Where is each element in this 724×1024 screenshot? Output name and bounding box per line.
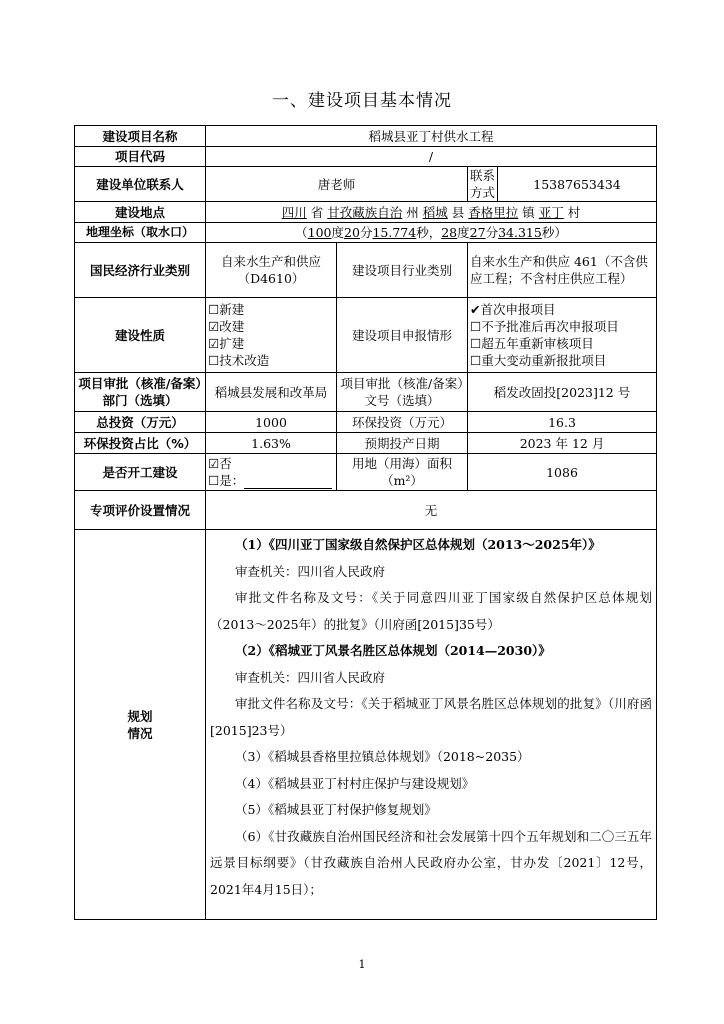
ratio-label: 环保投资占比（%） — [75, 433, 206, 454]
unit: 分 — [485, 225, 499, 240]
plan-item: （4）《稻城县亚丁村村庄保护与建设规划》 — [235, 775, 475, 791]
table-row — [75, 167, 657, 202]
lat-min: 27 — [469, 225, 486, 240]
lon-deg: 100 — [307, 225, 332, 240]
env-invest-value: 16.3 — [468, 412, 657, 433]
unit: 州 — [406, 204, 419, 220]
page-number: 1 — [358, 958, 366, 971]
unit: 度 — [331, 225, 345, 240]
project-name-label: 建设项目名称 — [75, 126, 206, 147]
started-no: ☑否 — [208, 456, 232, 471]
started-yes: ☐是： — [208, 473, 245, 488]
project-name-value: 稻城县亚丁村供水工程 — [206, 126, 657, 147]
unit: 村 — [567, 204, 581, 220]
lat-sec: 34.315 — [498, 225, 542, 240]
prefecture: 甘孜藏族自治 — [327, 204, 403, 220]
plan-item: 审批文件名称及文号：《关于稻城亚丁风景名胜区总体规划的批复》（川府函[2015]23号） — [210, 696, 653, 738]
nature-options — [206, 298, 337, 373]
project-code-label: 项目代码 — [75, 147, 206, 167]
lon-min: 20 — [344, 225, 360, 240]
date-label: 预期投产日期 — [337, 433, 468, 454]
page-title: 一、建设项目基本情况 — [272, 91, 452, 111]
table-row — [75, 223, 657, 243]
county: 稻城 — [422, 204, 448, 220]
coords-label: 地理坐标（取水口） — [75, 223, 206, 243]
unit: 度 — [457, 225, 470, 240]
industry-cat-label: 建设项目行业类别 — [337, 243, 468, 298]
unit: 分 — [359, 225, 373, 240]
table-row — [75, 454, 657, 491]
invest-value: 1000 — [206, 412, 337, 433]
phone-value: 15387653434 — [498, 167, 657, 202]
apply-major-change: ☐重大变动重新报批项目 — [470, 353, 607, 368]
industry-label: 国民经济行业类别 — [75, 243, 206, 298]
plan-item: （1）《四川亚丁国家级自然保护区总体规划（2013～2025年）》 — [235, 537, 601, 552]
approval-doc-label: 项目审批（核准/备案）文号（选填） — [337, 373, 468, 412]
town: 香格里拉 — [468, 204, 519, 220]
project-code-value: / — [206, 147, 657, 167]
contact-value: 唐老师 — [206, 167, 468, 202]
table-row — [75, 373, 657, 412]
village: 亚丁 — [538, 204, 564, 220]
option-new: ☐新建 — [208, 302, 245, 317]
unit: 秒 — [541, 225, 555, 240]
ratio-value: 1.63% — [206, 433, 337, 454]
option-tech: ☐技术改造 — [208, 353, 270, 368]
industry-value: 自来水生产和供应（D4610） — [206, 243, 337, 298]
special-label: 专项评价设置情况 — [75, 491, 206, 530]
approval-doc: 稻发改固投[2023]12 号 — [468, 373, 657, 412]
started-label: 是否开工建设 — [75, 454, 206, 491]
date-value: 2023 年 12 月 — [468, 433, 657, 454]
unit: 省 — [310, 204, 324, 220]
approval-dept: 稻城县发展和改革局 — [206, 373, 337, 412]
plan-item: 审查机关：四川省人民政府 — [235, 563, 386, 579]
table-row — [75, 433, 657, 454]
table-row — [75, 530, 657, 920]
phone-label: 联系方式 — [468, 167, 498, 202]
contact-label: 建设单位联系人 — [75, 167, 206, 202]
apply-options — [468, 298, 657, 373]
option-rebuild: ☑改建 — [208, 319, 245, 334]
apply-first: ✔首次申报项目 — [470, 302, 556, 317]
apply-label: 建设项目申报情形 — [337, 298, 468, 373]
plan-item: 审批文件名称及文号：《关于同意四川亚丁国家级自然保护区总体规划（2013～2025年）的批复》（川府函[2015]35号） — [210, 590, 653, 632]
approval-label: 项目审批（核准/备案）部门（选填） — [75, 373, 206, 412]
plan-item: （6）《甘孜藏族自治州国民经济和社会发展第十四个五年规划和二〇三五年远景目标纲要》（甘孜藏族自治州人民政府办公室，甘办发〔2021〕12号，2021年4月15日）； — [210, 828, 653, 897]
unit: 秒 — [416, 225, 429, 240]
apply-five-year: ☐超五年重新审核项目 — [470, 336, 594, 351]
started-yes-row — [208, 472, 334, 489]
industry-cat-value: 自来水生产和供应 461（不含供应工程；不含村庄供应工程） — [468, 243, 657, 298]
plan-item: 审查机关：四川省人民政府 — [235, 669, 386, 685]
nature-label: 建设性质 — [75, 298, 206, 373]
special-value: 无 — [206, 491, 657, 530]
area-value: 1086 — [468, 454, 657, 491]
area-label: 用地（用海）面积（m²） — [337, 454, 468, 491]
plan-item: （3）《稻城县香格里拉镇总体规划》（2018~2035） — [235, 749, 530, 764]
started-options — [206, 454, 337, 491]
table-row — [75, 243, 657, 298]
coords-value: （100度20分15.774秒，28度27分34.315秒） — [206, 223, 657, 243]
location-label: 建设地点 — [75, 202, 206, 223]
unit: 县 — [451, 204, 465, 220]
province: 四川 — [281, 204, 307, 220]
table-row — [75, 298, 657, 373]
planning-content — [206, 530, 657, 920]
unit: 镇 — [522, 204, 535, 220]
table-row — [75, 126, 657, 147]
lon-sec: 15.774 — [372, 225, 417, 240]
planning-label-text: 规划情况 — [127, 708, 153, 741]
project-info-table — [74, 125, 657, 920]
table-row — [75, 147, 657, 167]
plan-item: （5）《稻城县亚丁村保护修复规划》 — [235, 802, 437, 817]
table-row — [75, 202, 657, 223]
invest-label: 总投资（万元） — [75, 412, 206, 433]
yes-blank-line — [244, 476, 332, 489]
plan-item: （2）《稻城亚丁风景名胜区总体规划（2014—2030）》 — [235, 643, 551, 658]
location-value — [206, 202, 657, 223]
env-invest-label: 环保投资（万元） — [337, 412, 468, 433]
apply-again: ☐不予批准后再次申报项目 — [470, 319, 619, 334]
table-row — [75, 491, 657, 530]
table-row — [75, 412, 657, 433]
option-expand: ☑扩建 — [208, 336, 245, 351]
lat-deg: 28 — [441, 225, 458, 240]
planning-label — [75, 530, 206, 920]
